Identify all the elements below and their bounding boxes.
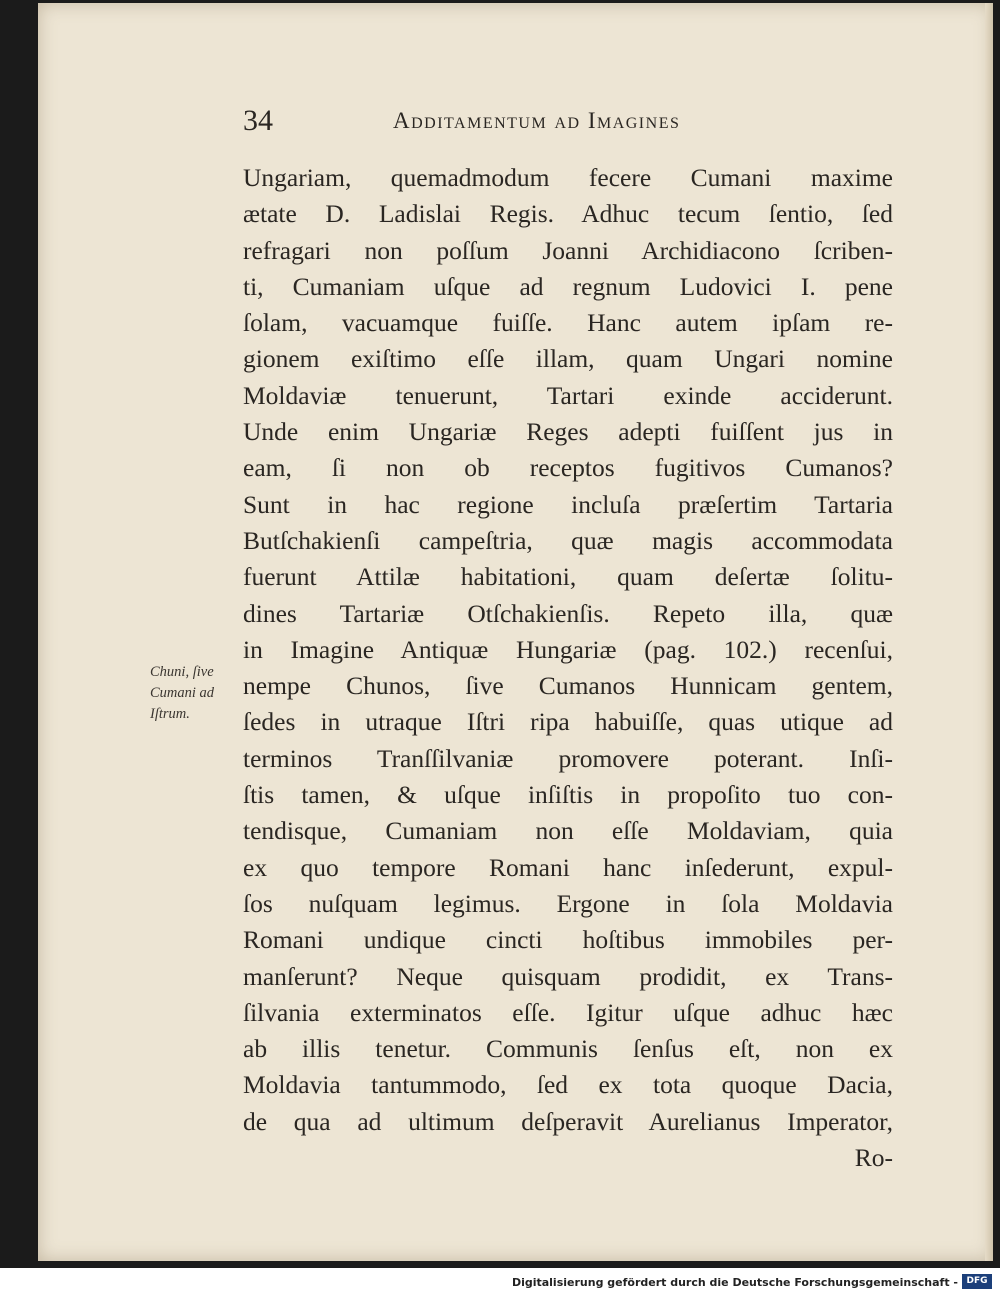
text-line: fuerunt Attilæ habitationi, quam deſertæ ſolitu-	[243, 562, 893, 592]
text-line: ſedes in utraque Iſtri ripa habuiſſe, quas utique ad	[243, 707, 893, 737]
text-line: manſerunt? Neque quisquam prodidit, ex Trans-	[243, 961, 893, 991]
page-edge	[985, 3, 993, 1261]
funding-notice: Digitalisierung gefördert durch die Deutsche Forschungsgemeinschaft -	[511, 1276, 958, 1289]
text-line: ſolam, vacuamque fuiſſe. Hanc autem ipſam re-	[243, 308, 893, 338]
text-line: ſilvania exterminatos eſſe. Igitur uſque adhuc hæc	[243, 997, 893, 1027]
text-line: tendisque, Cumaniam non eſſe Moldaviam, quia	[243, 816, 893, 846]
text-line: Unde enim Ungariæ Reges adepti fuiſſent jus in	[243, 417, 893, 447]
marginal-note-line: Chuni, ſive	[150, 664, 214, 680]
text-line: gionem exiſtimo eſſe illam, quam Ungari nomine	[243, 344, 893, 374]
footer-bar	[0, 1268, 1000, 1298]
text-line: in Imagine Antiquæ Hungariæ (pag. 102.) recenſui,	[243, 634, 893, 664]
page-number: 34	[243, 104, 273, 137]
running-head	[243, 104, 893, 144]
text-line: ab illis tenetur. Communis ſenſus eſt, non ex	[243, 1034, 893, 1064]
text-line: nempe Chunos, ſive Cumanos Hunnicam gentem,	[243, 671, 893, 701]
text-line: eam, ſi non ob receptos fugitivos Cumanos?	[243, 453, 893, 483]
text-line: de qua ad ultimum deſperavit Aurelianus Imperator,	[243, 1106, 893, 1136]
text-line: ætate D. Ladislai Regis. Adhuc tecum ſentio, ſed	[243, 199, 893, 229]
text-line: Moldavia tantummodo, ſed ex tota quoque Dacia,	[243, 1070, 893, 1100]
text-line: ex quo tempore Romani hanc inſederunt, expul-	[243, 852, 893, 882]
marginal-note-line: Iſtrum.	[150, 706, 190, 722]
body-text	[243, 160, 893, 1176]
text-line: Sunt in hac regione incluſa præſertim Tartaria	[243, 489, 893, 519]
text-line: terminos Tranſſilvaniæ promovere poterant. Inſi-	[243, 743, 893, 773]
text-line: refragari non poſſum Joanni Archidiacono ſcriben-	[243, 235, 893, 265]
text-line: Ungariam, quemadmodum fecere Cumani maxime	[243, 163, 893, 192]
marginal-note	[150, 662, 242, 725]
text-line: ſtis tamen, & uſque inſiſtis in propoſito tuo con-	[243, 780, 893, 810]
marginal-note-line: Cumani ad	[150, 685, 215, 701]
text-line: ti, Cumaniam uſque ad regnum Ludovici I. pene	[243, 271, 893, 301]
running-head-title: Additamentum ad Imagines	[393, 108, 681, 133]
text-line: dines Tartariæ Otſchakienſis. Repeto illa, quæ	[243, 598, 893, 628]
text-line: Butſchakienſi campeſtria, quæ magis accommodata	[243, 525, 893, 555]
text-line: ſos nuſquam legimus. Ergone in ſola Moldavia	[243, 888, 893, 918]
dfg-logo-icon: DFG	[962, 1274, 992, 1289]
text-line: Romani undique cincti hoſtibus immobiles per-	[243, 925, 893, 955]
text-line: Moldaviæ tenuerunt, Tartari exinde acciderunt.	[243, 380, 893, 410]
catchword: Ro-	[854, 1143, 893, 1173]
